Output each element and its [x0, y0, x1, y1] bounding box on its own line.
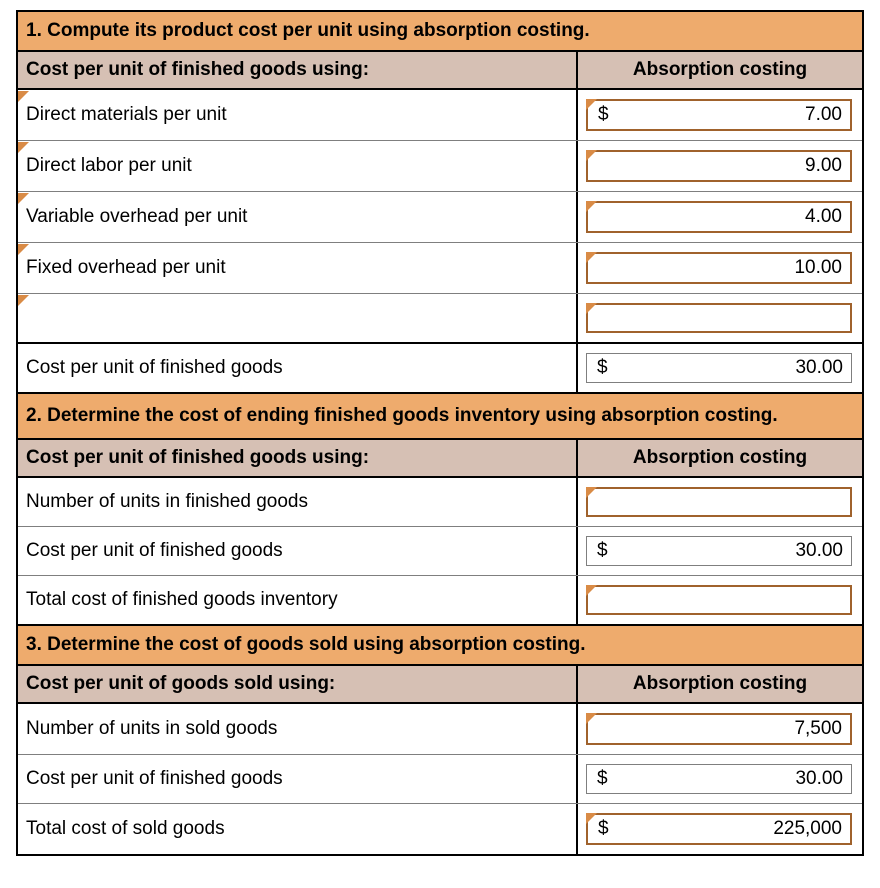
- table-row: [18, 141, 862, 192]
- table-row: [18, 704, 862, 755]
- section-1-heading-row: [18, 12, 862, 52]
- value-text: 7,500: [794, 717, 842, 739]
- currency-symbol: $: [597, 767, 608, 789]
- section-3-column-header-label: Cost per unit of goods sold using:: [18, 666, 578, 702]
- row-label: Cost per unit of finished goods: [18, 527, 578, 575]
- section-2-heading: 2. Determine the cost of ending finished goods inventory using absorption costing.: [26, 404, 778, 426]
- value-text: 30.00: [795, 767, 843, 789]
- currency-symbol: $: [598, 817, 609, 839]
- section-3-column-header-row: [18, 666, 862, 704]
- value-input-total-finished-goods-inventory[interactable]: [586, 585, 852, 615]
- value-text: 225,000: [773, 817, 842, 839]
- value-input-direct-labor[interactable]: [586, 150, 852, 182]
- value-text: 7.00: [805, 103, 842, 125]
- row-label: [18, 294, 578, 342]
- section-1-column-header-value: Absorption costing: [632, 58, 808, 80]
- value-input-blank[interactable]: [586, 303, 852, 333]
- value-input-direct-materials[interactable]: [586, 99, 852, 131]
- row-label: Direct materials per unit: [18, 90, 578, 140]
- section-1-column-header-row: [18, 52, 862, 90]
- row-label: Fixed overhead per unit: [18, 243, 578, 293]
- table-row: [18, 243, 862, 294]
- currency-symbol: $: [597, 539, 608, 561]
- table-row: [18, 576, 862, 626]
- row-label: Number of units in finished goods: [18, 478, 578, 526]
- table-row: [18, 755, 862, 804]
- table-row: [18, 478, 862, 527]
- row-label: Total cost of finished goods inventory: [18, 576, 578, 624]
- value-text: 4.00: [805, 205, 842, 227]
- section-1-heading: 1. Compute its product cost per unit using absorption costing.: [26, 20, 590, 41]
- value-text: 9.00: [805, 154, 842, 176]
- absorption-costing-worksheet: [16, 10, 864, 856]
- table-row: [18, 527, 862, 576]
- table-row-total: [18, 344, 862, 394]
- value-text: 30.00: [795, 539, 843, 561]
- row-label: Variable overhead per unit: [18, 192, 578, 242]
- section-1-column-header-label: Cost per unit of finished goods using:: [18, 52, 578, 88]
- section-2-column-header-label: Cost per unit of finished goods using:: [18, 440, 578, 476]
- value-input-fixed-overhead[interactable]: [586, 252, 852, 284]
- section-2-column-header-value: Absorption costing: [632, 446, 808, 468]
- value-total-cost-per-unit: [586, 353, 852, 383]
- row-label: Total cost of sold goods: [18, 804, 578, 854]
- row-label: Direct labor per unit: [18, 141, 578, 191]
- value-cost-per-unit-finished-goods: [586, 536, 852, 566]
- currency-symbol: $: [598, 103, 609, 125]
- value-input-units-in-sold-goods[interactable]: [586, 713, 852, 745]
- table-row: [18, 90, 862, 141]
- currency-symbol: $: [597, 356, 608, 378]
- table-row: [18, 192, 862, 243]
- section-2-column-header-row: [18, 440, 862, 478]
- section-2-heading-row: [18, 394, 862, 440]
- section-3-heading-row: [18, 626, 862, 666]
- row-label: Cost per unit of finished goods: [18, 344, 578, 392]
- section-3-column-header-value: Absorption costing: [632, 672, 808, 694]
- row-label: Number of units in sold goods: [18, 704, 578, 754]
- value-cost-per-unit-sold-goods: [586, 764, 852, 794]
- table-row-total: [18, 804, 862, 854]
- value-text: 30.00: [795, 356, 843, 378]
- value-input-variable-overhead[interactable]: [586, 201, 852, 233]
- value-input-total-cost-of-sold-goods[interactable]: [586, 813, 852, 845]
- value-input-units-in-finished-goods[interactable]: [586, 487, 852, 517]
- value-text: 10.00: [794, 256, 842, 278]
- section-3-heading: 3. Determine the cost of goods sold using absorption costing.: [26, 633, 586, 655]
- table-row: [18, 294, 862, 344]
- row-label: Cost per unit of finished goods: [18, 755, 578, 803]
